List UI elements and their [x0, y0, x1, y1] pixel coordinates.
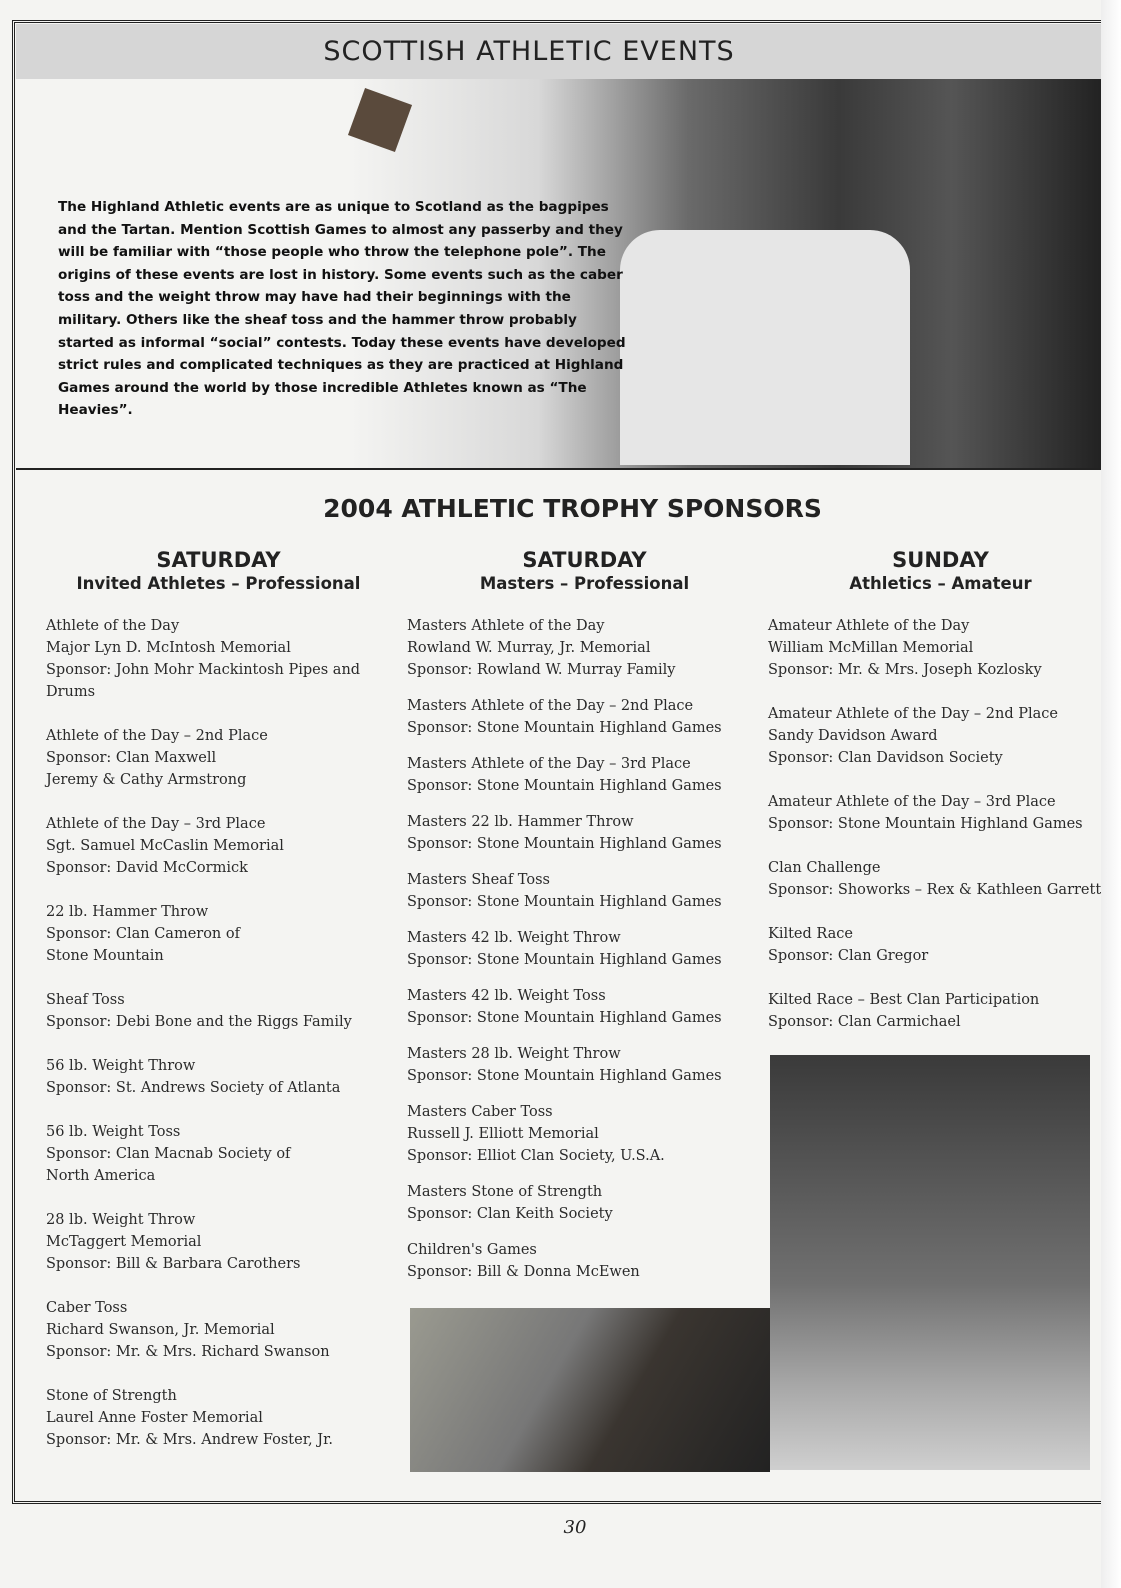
- sponsor-item: [46, 1055, 391, 1099]
- column-subtitle: Athletics – Amateur: [849, 574, 1032, 593]
- column-saturday-masters: [407, 548, 762, 1297]
- award-name: Amateur Athlete of the Day – 3rd Place: [768, 794, 1056, 810]
- award-name: Masters Caber Toss: [407, 1104, 553, 1120]
- sponsor-item: [768, 791, 1113, 835]
- page-number: 30: [563, 1517, 587, 1538]
- sponsor-item: [407, 869, 762, 913]
- award-detail: Sponsor: Stone Mountain Highland Games: [407, 778, 722, 794]
- sponsor-item: [407, 615, 762, 681]
- award-detail: Russell J. Elliott Memorial: [407, 1126, 599, 1142]
- sponsor-item: [407, 695, 762, 739]
- sponsor-item: [407, 811, 762, 855]
- award-detail: Sponsor: John Mohr Mackintosh Pipes and Drums: [46, 662, 361, 700]
- award-name: 56 lb. Weight Throw: [46, 1058, 196, 1074]
- award-detail: Stone Mountain: [46, 948, 164, 964]
- intro-text: The Highland Athletic events are as unique to Scotland as the bagpipes and the Tartan. Mention Scottish Games to almost any passerby and they will be familiar with “those people who throw the telephone pole”. The origins of these events are lost in history. Some events such as the caber toss and the weight throw may have had their beginnings with the military. Others like the sheaf toss and the hammer throw probably started as informal “social” contests. Today these events have developed strict rules and complicated techniques as they are practiced at Highland Games around the world by those incredible Athletes known as “The Heavies”.: [58, 199, 626, 419]
- award-detail: Sponsor: Clan Carmichael: [768, 1014, 961, 1030]
- award-detail: Sgt. Samuel McCaslin Memorial: [46, 838, 284, 854]
- award-name: Masters Stone of Strength: [407, 1184, 603, 1200]
- award-detail: Sponsor: Elliot Clan Society, U.S.A.: [407, 1148, 665, 1164]
- award-detail: McTaggert Memorial: [46, 1234, 202, 1250]
- award-name: Kilted Race: [768, 926, 854, 942]
- award-detail: Sponsor: Clan Maxwell: [46, 750, 217, 766]
- column-subtitle: Masters – Professional: [479, 574, 690, 593]
- award-detail: Sponsor: Clan Davidson Society: [768, 750, 1003, 766]
- award-detail: Laurel Anne Foster Memorial: [46, 1410, 263, 1426]
- award-detail: Sponsor: Stone Mountain Highland Games: [407, 1010, 722, 1026]
- award-name: Amateur Athlete of the Day – 2nd Place: [768, 706, 1058, 722]
- award-detail: North America: [46, 1168, 156, 1184]
- award-name: Children's Games: [407, 1242, 537, 1258]
- award-name: Masters 42 lb. Weight Throw: [407, 930, 621, 946]
- column-day: SATURDAY: [156, 548, 281, 572]
- sponsor-item: [407, 1239, 762, 1283]
- divider: [16, 468, 1102, 470]
- award-detail: Sponsor: Rowland W. Murray Family: [407, 662, 676, 678]
- award-detail: Sponsor: St. Andrews Society of Atlanta: [46, 1080, 341, 1096]
- weight-toss-photo: [770, 1055, 1090, 1470]
- award-name: Masters Sheaf Toss: [407, 872, 550, 888]
- award-detail: Sponsor: Mr. & Mrs. Andrew Foster, Jr.: [46, 1432, 334, 1448]
- column-day: SUNDAY: [892, 548, 989, 572]
- award-detail: Sponsor: Mr. & Mrs. Richard Swanson: [46, 1344, 330, 1360]
- award-detail: Sponsor: Stone Mountain Highland Games: [407, 720, 722, 736]
- sponsors-title: 2004 ATHLETIC TROPHY SPONSORS: [323, 494, 822, 523]
- award-name: Masters 42 lb. Weight Toss: [407, 988, 606, 1004]
- award-name: Stone of Strength: [46, 1388, 177, 1404]
- award-detail: William McMillan Memorial: [768, 640, 974, 656]
- sponsor-item: [407, 1101, 762, 1167]
- award-name: Masters Athlete of the Day: [407, 618, 605, 634]
- award-detail: Sponsor: Debi Bone and the Riggs Family: [46, 1014, 352, 1030]
- award-detail: Major Lyn D. McIntosh Memorial: [46, 640, 291, 656]
- page-edge: [1101, 0, 1121, 1588]
- award-detail: Sponsor: Clan Gregor: [768, 948, 929, 964]
- award-name: Masters 28 lb. Weight Throw: [407, 1046, 621, 1062]
- caber-photo: [410, 1308, 770, 1472]
- sponsor-item: [407, 753, 762, 797]
- award-detail: Sponsor: Clan Macnab Society of: [46, 1146, 291, 1162]
- award-detail: Sponsor: Bill & Donna McEwen: [407, 1264, 640, 1280]
- header-band: [16, 24, 1102, 79]
- award-detail: Rowland W. Murray, Jr. Memorial: [407, 640, 651, 656]
- sponsor-item: [46, 1297, 391, 1363]
- sponsor-item: [407, 1181, 762, 1225]
- sponsor-item: [46, 813, 391, 879]
- sponsor-item: [768, 923, 1113, 967]
- award-detail: Sponsor: Stone Mountain Highland Games: [407, 952, 722, 968]
- award-name: Masters Athlete of the Day – 3rd Place: [407, 756, 691, 772]
- sponsor-item: [768, 989, 1113, 1033]
- award-detail: Sponsor: Mr. & Mrs. Joseph Kozlosky: [768, 662, 1042, 678]
- award-name: Masters Athlete of the Day – 2nd Place: [407, 698, 694, 714]
- award-name: Amateur Athlete of the Day: [768, 618, 970, 634]
- award-name: Clan Challenge: [768, 860, 881, 876]
- award-name: Athlete of the Day – 2nd Place: [46, 728, 268, 744]
- sponsor-item: [407, 927, 762, 971]
- column-sunday-amateur: [768, 548, 1113, 1055]
- award-name: 22 lb. Hammer Throw: [46, 904, 209, 920]
- sponsor-item: [46, 901, 391, 967]
- sponsor-item: [46, 1121, 391, 1187]
- sponsor-item: [407, 1043, 762, 1087]
- award-name: 56 lb. Weight Toss: [46, 1124, 181, 1140]
- award-detail: Sponsor: Stone Mountain Highland Games: [407, 894, 722, 910]
- sponsor-item: [46, 725, 391, 791]
- sponsor-item: [46, 1209, 391, 1275]
- sponsor-item: [46, 1385, 391, 1451]
- athlete-figure: [620, 230, 910, 465]
- award-detail: Richard Swanson, Jr. Memorial: [46, 1322, 275, 1338]
- column-day: SATURDAY: [522, 548, 647, 572]
- award-detail: Sponsor: David McCormick: [46, 860, 248, 876]
- award-detail: Sponsor: Bill & Barbara Carothers: [46, 1256, 301, 1272]
- page-title: SCOTTISH ATHLETIC EVENTS: [323, 36, 735, 67]
- award-detail: Sponsor: Stone Mountain Highland Games: [407, 1068, 722, 1084]
- sponsor-item: [768, 857, 1113, 901]
- award-detail: Sponsor: Showorks – Rex & Kathleen Garrett: [768, 882, 1102, 898]
- column-saturday-invited: [46, 548, 391, 1473]
- sponsor-item: [768, 703, 1113, 769]
- award-name: 28 lb. Weight Throw: [46, 1212, 196, 1228]
- sponsor-item: [407, 985, 762, 1029]
- award-detail: Sponsor: Clan Cameron of: [46, 926, 240, 942]
- sponsor-item: [46, 989, 391, 1033]
- award-name: Caber Toss: [46, 1300, 128, 1316]
- award-detail: Sandy Davidson Award: [768, 728, 938, 744]
- award-name: Kilted Race – Best Clan Participation: [768, 992, 1040, 1008]
- award-name: Masters 22 lb. Hammer Throw: [407, 814, 634, 830]
- sponsor-item: [46, 615, 391, 703]
- award-name: Athlete of the Day: [46, 618, 180, 634]
- column-subtitle: Invited Athletes – Professional: [76, 574, 361, 593]
- sponsor-item: [768, 615, 1113, 681]
- award-name: Sheaf Toss: [46, 992, 125, 1008]
- award-name: Athlete of the Day – 3rd Place: [46, 816, 266, 832]
- award-detail: Jeremy & Cathy Armstrong: [46, 772, 247, 788]
- award-detail: Sponsor: Stone Mountain Highland Games: [768, 816, 1083, 832]
- award-detail: Sponsor: Stone Mountain Highland Games: [407, 836, 722, 852]
- award-detail: Sponsor: Clan Keith Society: [407, 1206, 613, 1222]
